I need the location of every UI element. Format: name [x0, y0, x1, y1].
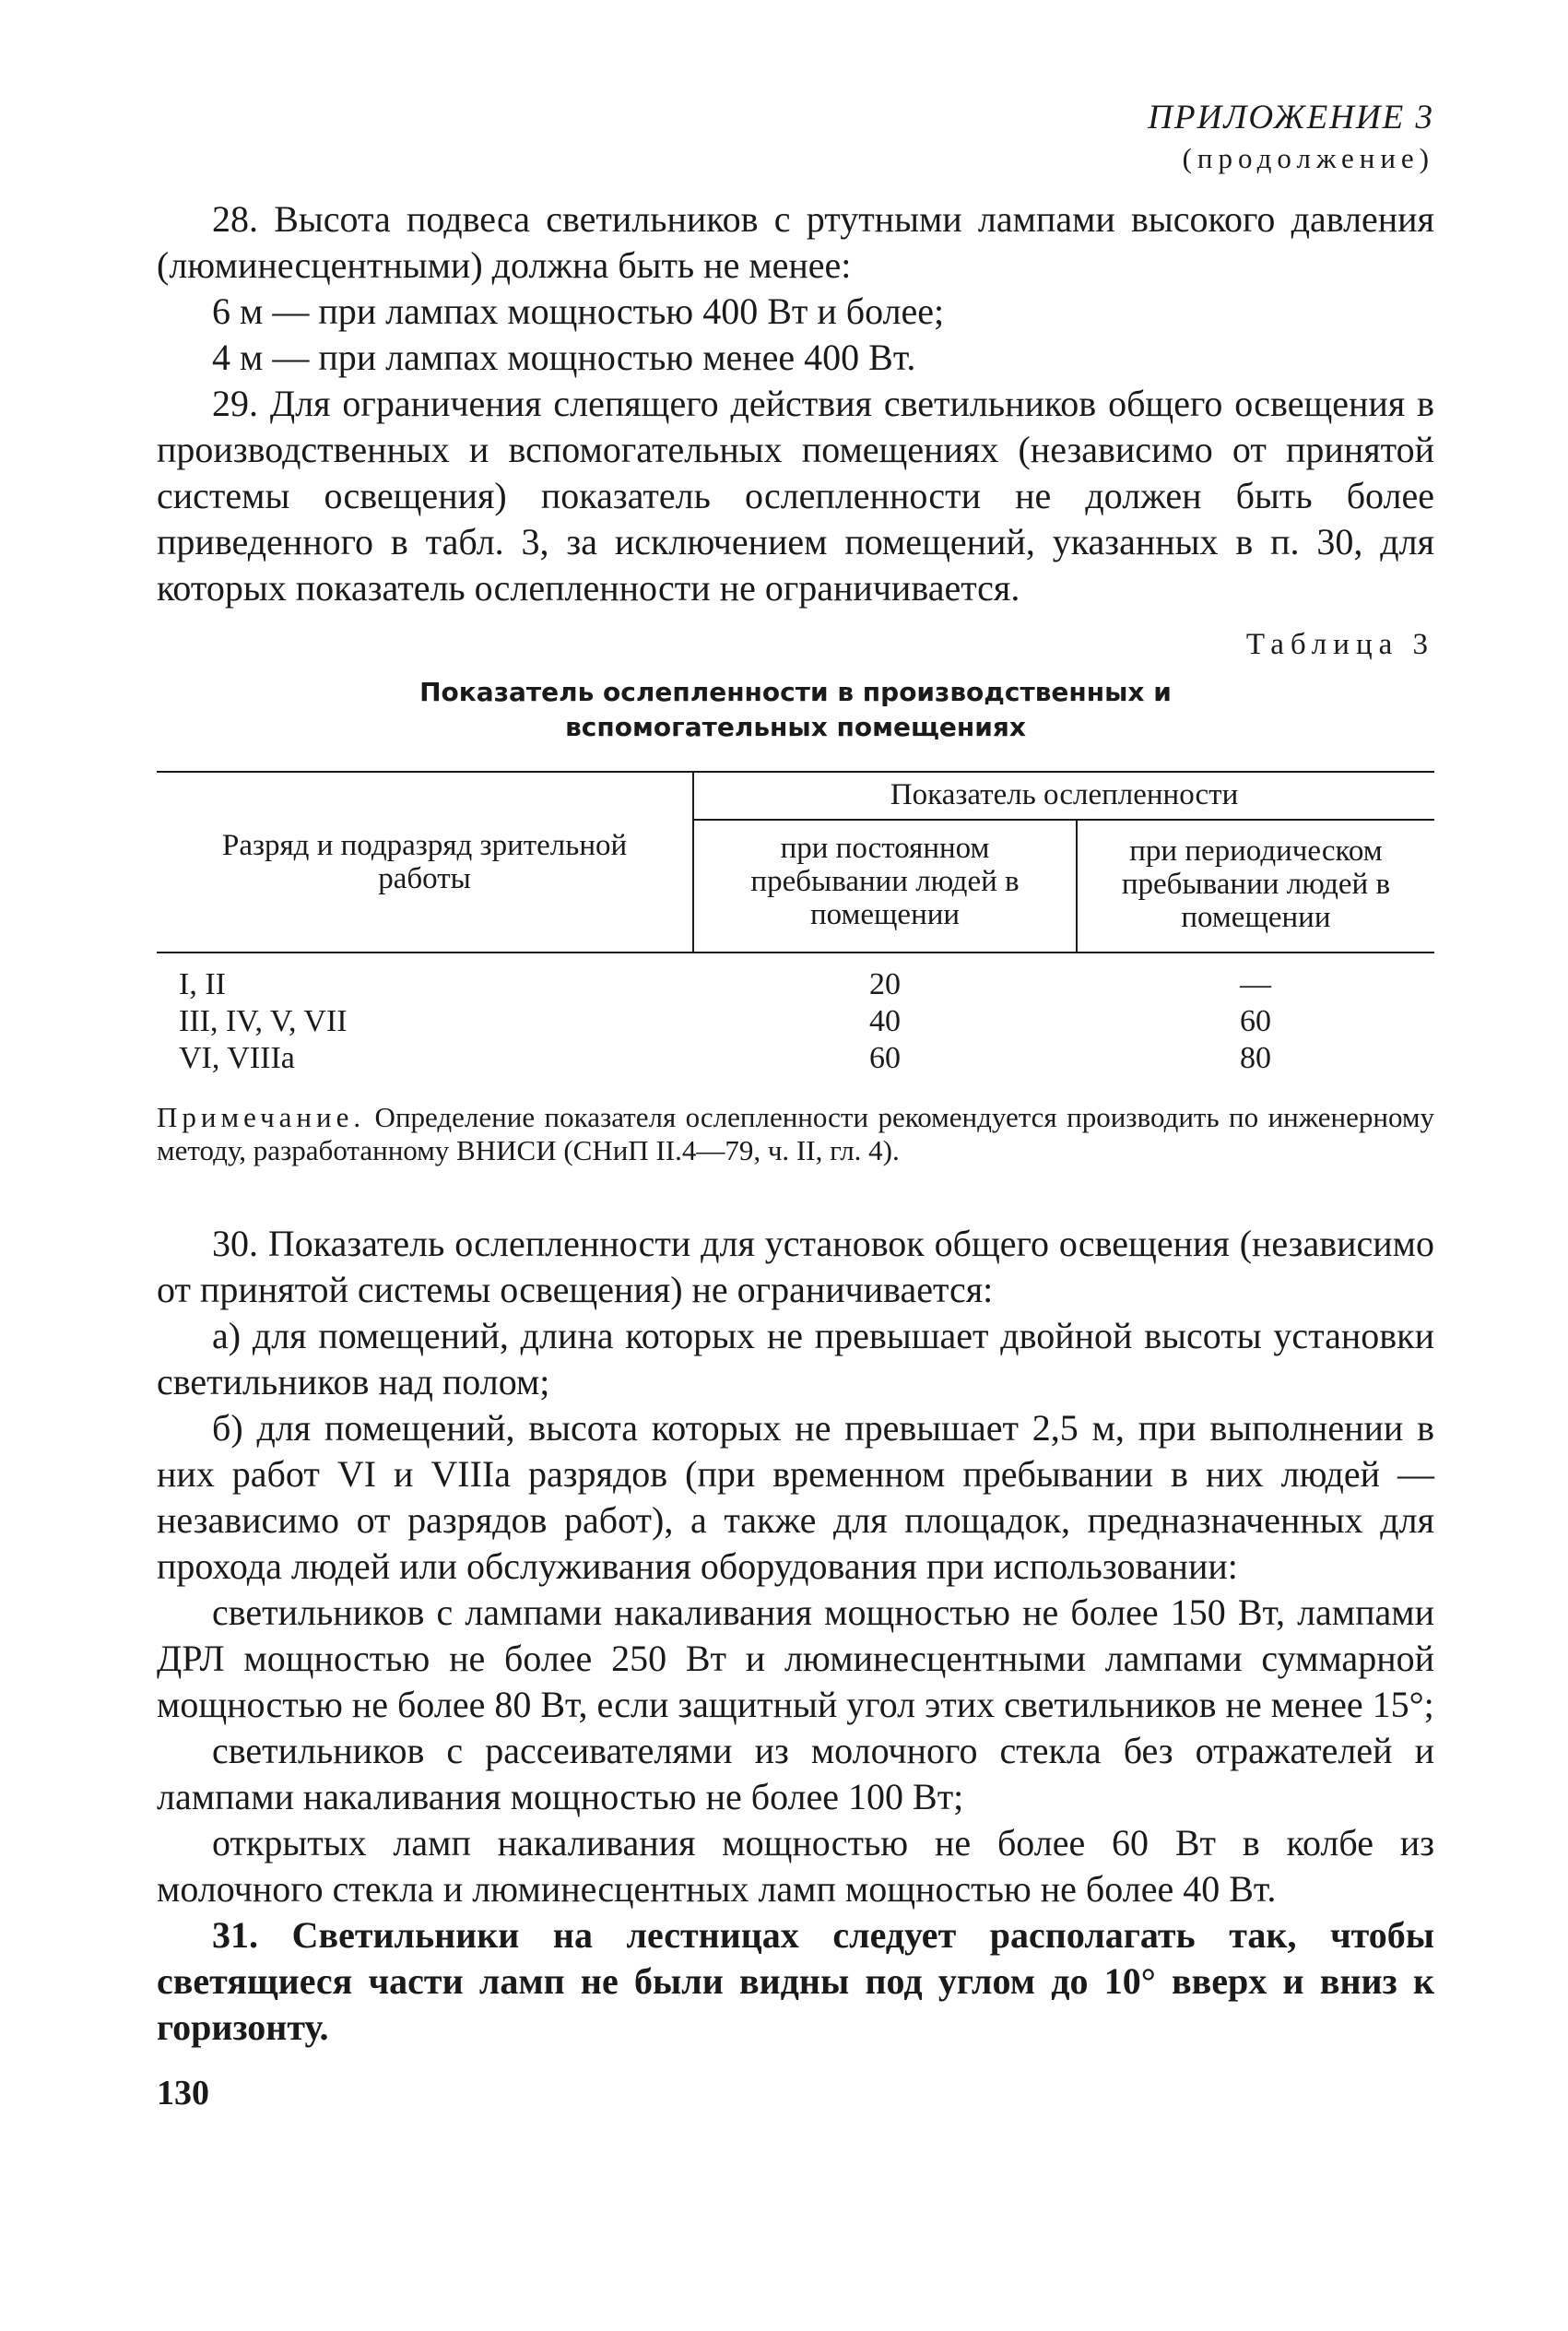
paragraph-29: 29. Для ограничения слепящего действия светильников общего освещения в производственных и вспомогательных помещениях (независимо от принятой системы освещения) показатель ослепленности не должен быть более приведенного в табл. 3, за исключением помещений, указанных в п. 30, для которых показатель ослепленности не ограничивается. [157, 383, 1434, 609]
table-title-line-1: Показатель ослепленности в производственных и [419, 677, 1172, 707]
paragraph-28: 28. Высота подвеса светильников с ртутными лампами высокого давления (люминесцентными) должна быть не менее: [157, 198, 1434, 286]
note-text: Определение показателя ослепленности рекомендуется производить по инженерному методу, разработанному ВНИСИ (СНиП II.4—79, ч. II, гл. 4). [157, 1101, 1434, 1166]
cell-periodic: 60 [1239, 1004, 1271, 1038]
appendix-title: ПРИЛОЖЕНИЕ 3 [1148, 99, 1434, 136]
cell-category: I, II [179, 967, 226, 1001]
table-row [157, 953, 1434, 1003]
paragraph-30-item-b-1: светильников с лампами накаливания мощностью не более 150 Вт, лампами ДРЛ мощностью не более 250 Вт и люминесцентными лампами суммарной мощностью не более 80 Вт, если защитный угол этих светильников не менее 15°; [157, 1591, 1434, 1725]
table-label: Таблица 3 [1245, 628, 1434, 661]
table-row [157, 1040, 1434, 1077]
appendix-subtitle: (продолжение) [1182, 142, 1434, 174]
cell-category: VI, VIIIa [179, 1041, 295, 1075]
paragraph-28-item-6m: 6 м — при лампах мощностью 400 Вт и более; [212, 290, 945, 332]
document-page [157, 97, 1434, 2113]
cell-periodic: — [1239, 967, 1271, 1001]
cell-permanent: 40 [869, 1004, 901, 1038]
paragraph-31: 31. Светильники на лестницах следует располагать так, чтобы светящиеся части ламп не были видны под углом до 10° вверх и вниз к горизонту. [157, 1914, 1434, 2048]
table-title-line-2: вспомогательных помещениях [565, 712, 1026, 742]
table-note [157, 1101, 1434, 1167]
cell-periodic: 80 [1239, 1041, 1271, 1075]
cell-permanent: 60 [869, 1041, 901, 1075]
cell-category: III, IV, V, VII [179, 1004, 348, 1038]
page-number: 130 [157, 2074, 209, 2112]
paragraph-30: 30. Показатель ослепленности для установок общего освещения (независимо от принятой системы освещения) не ограничивается: [157, 1223, 1434, 1310]
cell-permanent: 20 [869, 967, 901, 1001]
paragraph-30-item-b-2: светильников с рассеивателями из молочного стекла без отражателей и лампами накаливания мощностью не более 100 Вт; [157, 1730, 1434, 1817]
paragraph-30-item-b-3: открытых ламп накаливания мощностью не более 60 Вт в колбе из молочного стекла и люминесцентных ламп мощностью не более 40 Вт. [157, 1822, 1434, 1910]
glare-index-table [157, 771, 1434, 1077]
paragraph-30-item-a: а) для помещений, длина которых не превышает двойной высоты установки светильников над полом; [157, 1315, 1434, 1402]
header-work-category: Разряд и подразряд зрительной работы [157, 772, 693, 953]
table-title [157, 675, 1434, 745]
paragraph-28-item-4m: 4 м — при лампах мощностью менее 400 Вт. [212, 337, 916, 378]
header-periodic-stay: при периодическом пребывании людей в помещении [1077, 820, 1434, 953]
table-row [157, 1003, 1434, 1040]
header-glare-index: Показатель ослепленности [693, 772, 1434, 820]
header-permanent-stay: при постоянном пребывании людей в помещении [693, 820, 1077, 953]
paragraph-30-item-b: б) для помещений, высота которых не превышает 2,5 м, при выполнении в них работ VI и VIIIa разрядов (при временном пребывании в них людей — независимо от разрядов работ), а также для площадок, предназначенных для прохода людей или обслуживания оборудования при использовании: [157, 1407, 1434, 1587]
note-label: Примечание. [157, 1101, 366, 1133]
